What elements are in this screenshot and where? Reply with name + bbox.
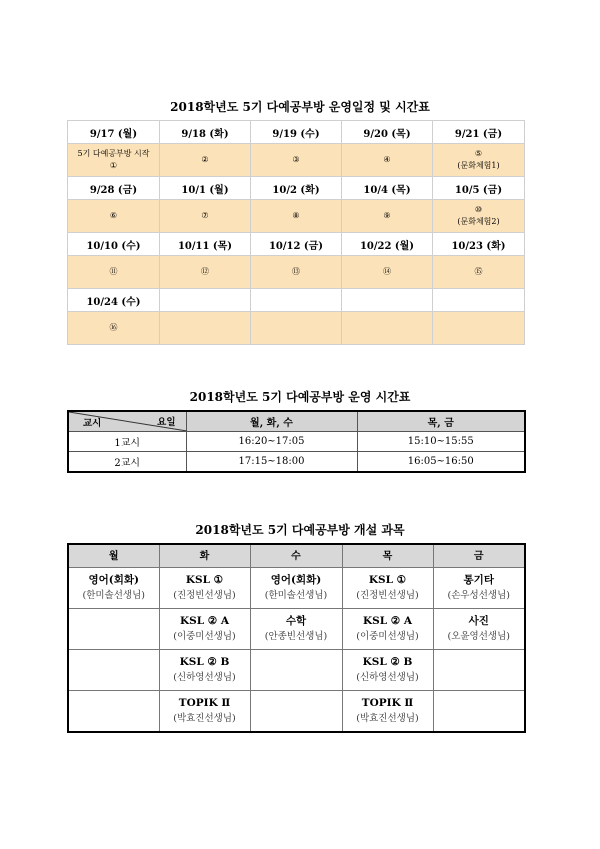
schedule-session-cell: ④ [342,144,433,177]
day-header: 목 [342,544,433,568]
course-empty-cell [68,650,159,691]
course-cell [250,609,342,650]
schedule-session-cell: ⑭ [342,256,433,289]
course-teacher: (신하영선생님) [173,672,236,683]
schedule-session-cell: ⑥ [68,200,160,233]
course-teacher: (이중미선생님) [356,631,419,642]
schedule-empty-cell [251,289,342,312]
course-teacher: (한미솔선생님) [264,590,328,601]
schedule-empty-cell [160,312,251,345]
schedule-date-cell: 10/2 (화) [251,177,342,200]
schedule-session-cell: ⑯ [68,312,160,345]
schedule-session-cell: ⑨ [342,200,433,233]
schedule-empty-cell [342,312,433,345]
course-subject: TOPIK Ⅱ [361,697,414,709]
schedule-date-cell: 10/11 (목) [160,233,251,256]
schedule-session-row [68,200,525,233]
schedule-session-row [68,312,525,345]
course-cell [342,609,433,650]
schedule-date-cell: 9/18 (화) [160,121,251,144]
schedule-session-cell: ③ [251,144,342,177]
period-label: 1교시 [68,432,186,452]
schedule-date-cell: 10/12 (금) [251,233,342,256]
course-cell [159,691,250,733]
schedule-date-cell: 9/17 (월) [68,121,160,144]
time-mtw: 17:15~18:00 [186,452,357,473]
course-teacher: (박효진선생님) [356,713,419,724]
course-cell [342,650,433,691]
schedule-empty-cell [433,312,525,345]
course-teacher: (안종빈선생님) [264,631,328,642]
day-header: 금 [433,544,525,568]
corner-day-label: 요일 [157,417,176,428]
course-cell [250,568,342,609]
schedule-date-cell: 10/22 (월) [342,233,433,256]
course-row [68,609,525,650]
schedule-date-row [68,121,525,144]
period-label: 2교시 [68,452,186,473]
course-empty-cell [68,609,159,650]
course-teacher: (손우성선생님) [447,590,510,601]
course-subject: 사진 [468,615,489,627]
schedule-empty-cell [160,289,251,312]
schedule-session-cell: 5기 다예공부방 시작 ① [68,144,160,177]
course-cell [159,568,250,609]
course-empty-cell [433,691,525,733]
schedule-session-row [68,144,525,177]
course-subject: KSL ② B [179,656,230,668]
course-teacher: (한미솔선생님) [82,590,145,601]
schedule-session-cell: ⑬ [251,256,342,289]
schedule-empty-cell [433,289,525,312]
course-cell [159,650,250,691]
course-subject: KSL ② B [362,656,413,668]
timetable-row [68,432,525,452]
timetable-col-thf: 목, 금 [357,411,525,432]
course-teacher: (신하영선생님) [356,672,419,683]
course-teacher: (오윤영선생님) [447,631,510,642]
schedule-empty-cell [342,289,433,312]
schedule-date-row [68,289,525,312]
course-subject: KSL ① [185,574,224,586]
courses-header-row [68,544,525,568]
course-subject: 영어(회화) [88,574,139,586]
schedule-date-cell: 10/4 (목) [342,177,433,200]
time-mtw: 16:20~17:05 [186,432,357,452]
schedule-session-cell: ⑩ (문화체험2) [433,200,525,233]
schedule-date-cell: 9/28 (금) [68,177,160,200]
course-row [68,650,525,691]
schedule-date-cell: 9/20 (목) [342,121,433,144]
courses-table [67,543,526,733]
time-thf: 15:10~15:55 [357,432,525,452]
day-header: 수 [250,544,342,568]
timetable-table [67,410,526,473]
timetable-row [68,452,525,473]
course-empty-cell [250,691,342,733]
course-subject: 통기타 [463,574,494,586]
timetable-corner-cell [68,411,186,432]
course-empty-cell [68,691,159,733]
courses-title: 2018학년도 5기 다예공부방 개설 과목 [195,523,405,537]
schedule-table [67,120,525,345]
schedule-session-cell: ⑦ [160,200,251,233]
schedule-date-cell: 10/10 (수) [68,233,160,256]
course-cell [342,691,433,733]
course-row [68,568,525,609]
course-teacher: (진정빈선생님) [173,590,236,601]
schedule-date-cell: 10/1 (월) [160,177,251,200]
course-subject: KSL ② A [363,615,412,627]
corner-period-label: 교시 [83,418,102,429]
course-row [68,691,525,733]
course-empty-cell [433,650,525,691]
timetable-header-row [68,411,525,432]
course-cell [342,568,433,609]
schedule-date-row [68,177,525,200]
course-subject: 영어(회화) [270,574,322,586]
schedule-date-cell: 10/23 (화) [433,233,525,256]
schedule-title: 2018학년도 5기 다예공부방 운영일정 및 시간표 [170,100,430,114]
schedule-date-row [68,233,525,256]
course-subject: KSL ① [368,574,407,586]
course-subject: TOPIK Ⅱ [178,697,231,709]
timetable-title: 2018학년도 5기 다예공부방 운영 시간표 [189,390,411,404]
schedule-session-cell: ⑧ [251,200,342,233]
schedule-session-cell: ② [160,144,251,177]
course-teacher: (진정빈선생님) [356,590,419,601]
schedule-session-cell: ⑮ [433,256,525,289]
schedule-session-row [68,256,525,289]
schedule-empty-cell [251,312,342,345]
course-subject: KSL ② A [180,615,229,627]
time-thf: 16:05~16:50 [357,452,525,473]
schedule-session-cell: ⑪ [68,256,160,289]
course-cell [159,609,250,650]
schedule-session-cell: ⑤ (문화체험1) [433,144,525,177]
course-teacher: (박효진선생님) [173,713,236,724]
schedule-session-cell: ⑫ [160,256,251,289]
course-cell [68,568,159,609]
course-teacher: (이중미선생님) [173,631,236,642]
course-cell [433,609,525,650]
course-empty-cell [250,650,342,691]
day-header: 월 [68,544,159,568]
timetable-col-mtw: 월, 화, 수 [186,411,357,432]
schedule-date-cell: 10/5 (금) [433,177,525,200]
course-subject: 수학 [285,615,307,627]
schedule-date-cell: 9/19 (수) [251,121,342,144]
schedule-date-cell: 9/21 (금) [433,121,525,144]
course-cell [433,568,525,609]
schedule-date-cell: 10/24 (수) [68,289,160,312]
day-header: 화 [159,544,250,568]
